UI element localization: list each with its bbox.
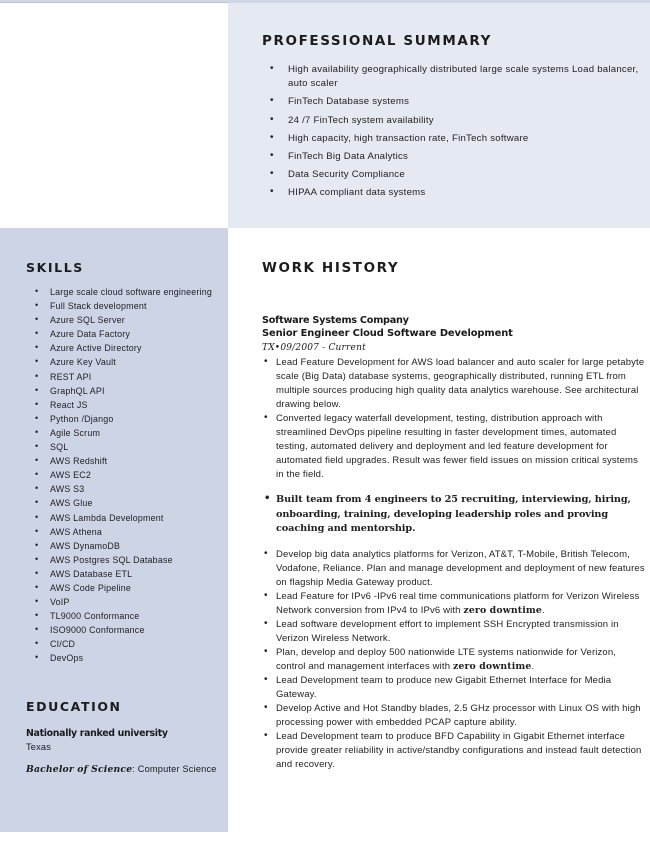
list-item: • CI/CD — [26, 637, 222, 651]
skills-section — [26, 260, 222, 666]
list-item: • VoIP — [26, 595, 222, 609]
list-item: • AWS Glue — [26, 496, 222, 510]
list-item: • Lead Development team to produce new Gigabit Ethernet Interface for Media Gateway. — [262, 674, 648, 702]
list-item: • REST API — [26, 370, 222, 384]
list-item: • ISO9000 Conformance — [26, 623, 222, 637]
education-heading: EDUCATION — [26, 699, 122, 714]
list-item: • Azure SQL Server — [26, 313, 222, 327]
work-history-heading: WORK HISTORY — [262, 260, 400, 276]
education-degree: Bachelor of Science — [26, 764, 133, 775]
list-item: • Lead software development effort to implement SSH Encrypted transmission in Verizon Wireless Network. — [262, 618, 648, 646]
list-item: • HIPAA compliant data systems — [262, 186, 644, 200]
duty-emphasis: zero downtime — [463, 604, 542, 616]
list-item: • High availability geographically distributed large scale systems Load balancer, auto scaler — [262, 63, 644, 91]
list-item: • Azure Data Factory — [26, 327, 222, 341]
list-item: • Full Stack development — [26, 299, 222, 313]
job-duties-list — [262, 356, 648, 773]
list-item: • SQL — [26, 440, 222, 454]
education-degree-line — [26, 762, 222, 777]
list-item: • Lead Development team to produce BFD Capability in Gigabit Ethernet interface provide greater reliability in active/standby configurations and instead fault detection and recovery. — [262, 730, 648, 772]
list-item: • Agile Scrum — [26, 426, 222, 440]
list-item — [262, 590, 648, 618]
job-company: Software Systems Company — [262, 315, 409, 326]
professional-summary-heading: PROFESSIONAL SUMMARY — [262, 33, 493, 49]
duty-text: Lead Feature for IPv6 -IPv6 real time communications platform for Verizon Wireless Network conversion from IPv4 to IPv6 with — [276, 590, 640, 616]
education-location: Texas — [26, 742, 51, 752]
duty-text-after: . — [541, 604, 545, 616]
list-item: • High capacity, high transaction rate, FinTech software — [262, 132, 644, 146]
list-item: • Converted legacy waterfall development, testing, distribution approach with streamlined DevOps pipeline resulting in faster development times, automated testing, automated delivery and deployment and led feature development for automated field upgrades. Result was fewer field issues on mission critical systems in the field. — [262, 412, 648, 482]
skills-heading: SKILLS — [26, 260, 84, 275]
list-item: • TL9000 Conformance — [26, 609, 222, 623]
list-item: • 24 /7 FinTech system availability — [262, 114, 644, 128]
professional-summary-section — [262, 33, 644, 205]
list-item: • AWS Athena — [26, 525, 222, 539]
skills-list — [26, 285, 222, 666]
list-item: • AWS Code Pipeline — [26, 581, 222, 595]
education-degree-detail: : Computer Science — [132, 764, 217, 774]
list-item: • Built team from 4 engineers to 25 recruiting, interviewing, hiring, onboarding, training, developing leadership roles and proving coaching and mentorship. — [262, 493, 648, 537]
job-entry — [262, 314, 648, 772]
duty-text: Plan, develop and deploy 500 nationwide LTE systems nationwide for Verizon, control and management interfaces with — [276, 647, 617, 673]
education-section — [26, 699, 222, 777]
list-item: • AWS Lambda Development — [26, 511, 222, 525]
list-item: • AWS EC2 — [26, 468, 222, 482]
work-history-section — [262, 260, 648, 772]
top-rule-inner — [0, 2, 228, 3]
list-item: • AWS DynamoDB — [26, 539, 222, 553]
list-item: • Large scale cloud software engineering — [26, 285, 222, 299]
list-item: • Data Security Compliance — [262, 168, 644, 182]
list-item: • AWS Redshift — [26, 454, 222, 468]
list-item: • Develop big data analytics platforms for Verizon, AT&T, T-Mobile, British Telecom, Vodafone, Reliance. Plan and manage development and deployment of new features on flagship Media Gateway product. — [262, 548, 648, 590]
duty-text-after: . — [531, 661, 535, 673]
list-item: • React JS — [26, 398, 222, 412]
list-item: • Lead Feature Development for AWS load balancer and auto scaler for large petabyte scale (Big Data) database systems, geographically distributed, running ETL from multiple sources producing high quality data analytics warehouse. See architectural drawing below. — [262, 356, 648, 412]
list-item: • Azure Active Directory — [26, 341, 222, 355]
list-item: • AWS S3 — [26, 482, 222, 496]
list-item: • Azure Key Vault — [26, 355, 222, 369]
list-item: • Python /Django — [26, 412, 222, 426]
list-item: • AWS Database ETL — [26, 567, 222, 581]
list-item: • FinTech Big Data Analytics — [262, 150, 644, 164]
list-item: • FinTech Database systems — [262, 95, 644, 109]
job-title: Senior Engineer Cloud Software Development — [262, 328, 513, 339]
list-item: • AWS Postgres SQL Database — [26, 553, 222, 567]
list-item: • Develop Active and Hot Standby blades, 2.5 GHz processor with Linux OS with high processing power with embedded PCAP capture ability. — [262, 702, 648, 730]
list-item: • DevOps — [26, 651, 222, 665]
education-school: Nationally ranked university — [26, 728, 168, 739]
list-item — [262, 646, 648, 674]
duty-emphasis: zero downtime — [452, 661, 532, 673]
professional-summary-list — [262, 63, 644, 201]
job-dates: TX•09/2007 - Current — [262, 342, 366, 353]
list-item: • GraphQL API — [26, 384, 222, 398]
